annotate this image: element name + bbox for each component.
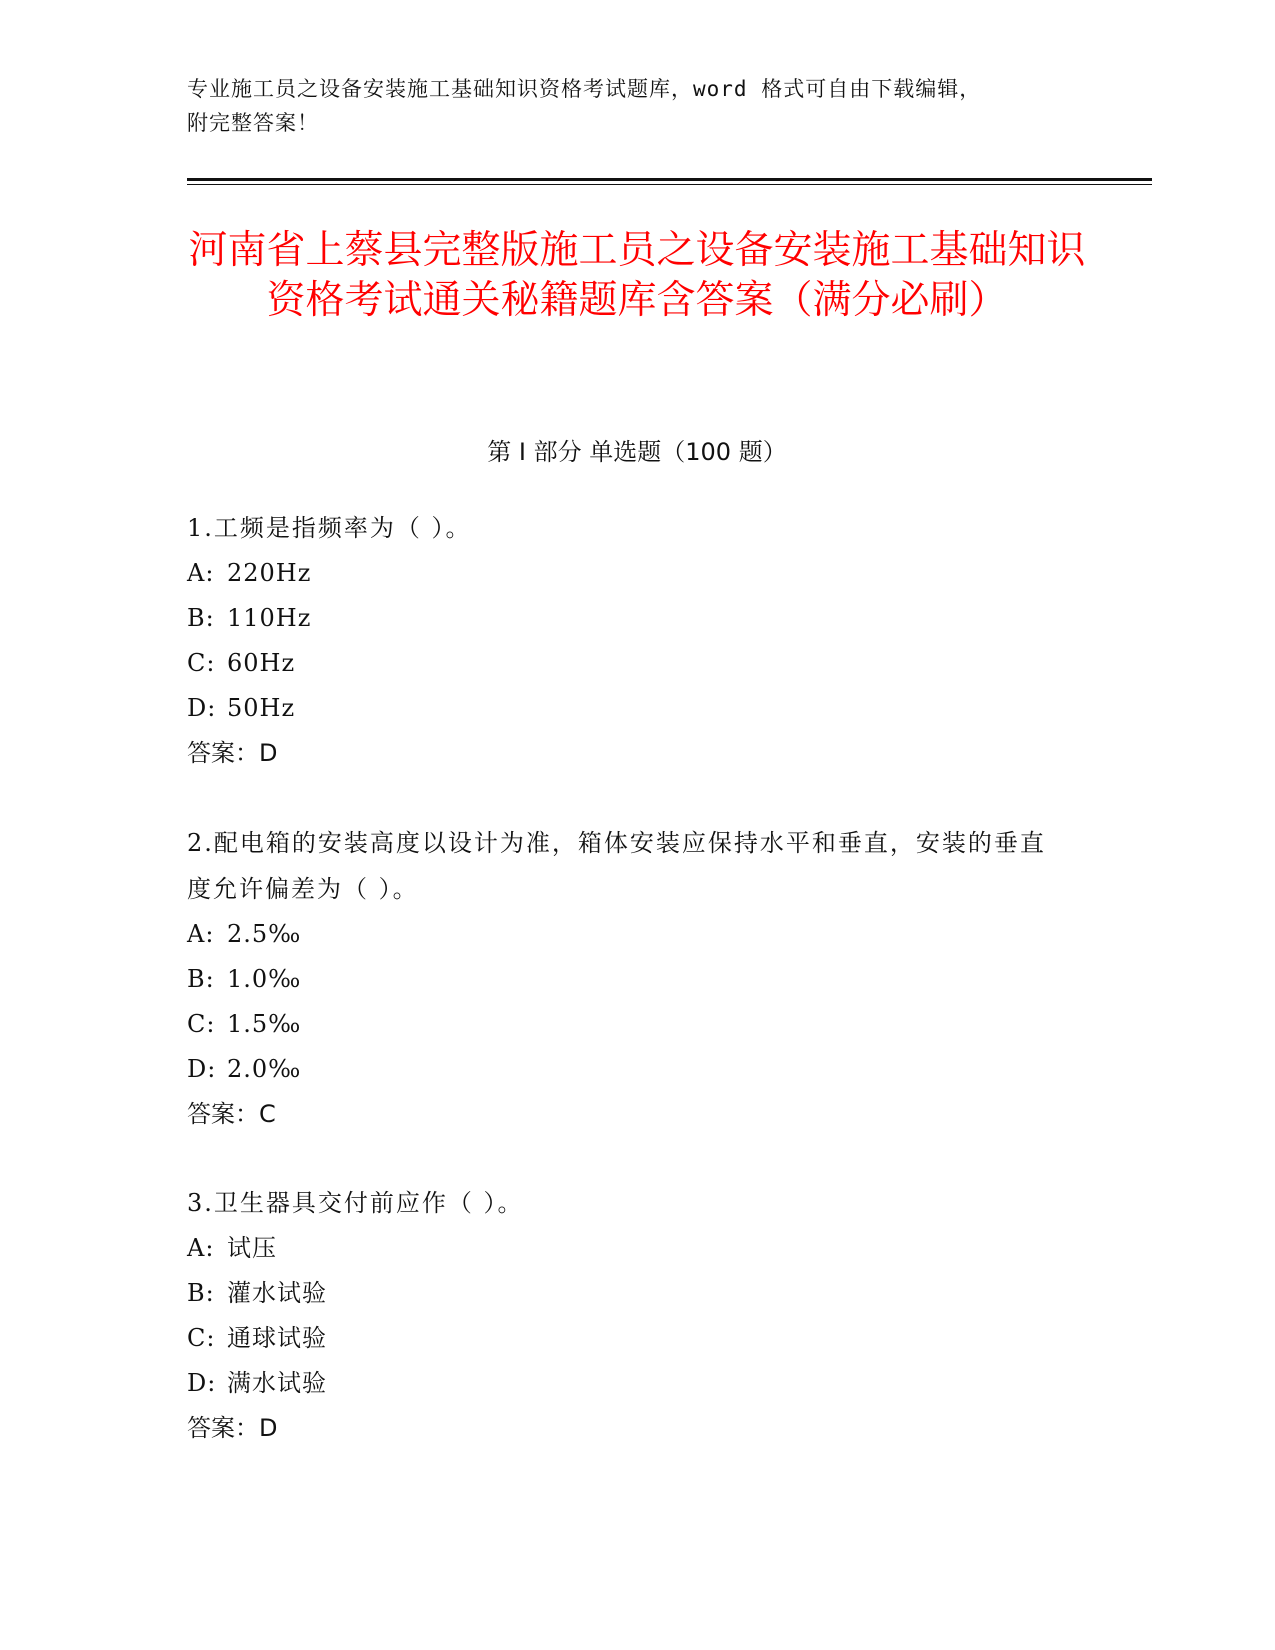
header-divider-thin <box>187 184 1152 185</box>
option-text: 50Hz <box>227 694 296 722</box>
question-stem: 2.配电箱的安装高度以设计为准，箱体安装应保持水平和垂直，安装的垂直度允许偏差为（ ）。 <box>187 829 1046 903</box>
document-title: 河南省上蔡县完整版施工员之设备安装施工基础知识资格考试通关秘籍题库含答案（满分必刷） <box>188 228 1086 323</box>
option-key: A: <box>187 559 215 587</box>
header-note <box>187 72 1087 140</box>
option-text: 220Hz <box>227 559 312 587</box>
option-key: D: <box>187 694 217 722</box>
option-key: B: <box>187 965 215 993</box>
option-key: C: <box>187 1324 216 1352</box>
option-d <box>187 1047 1067 1092</box>
option-key: C: <box>187 1010 216 1038</box>
answer-line: 答案：D <box>187 739 278 767</box>
option-d <box>187 686 1067 731</box>
option-text: 满水试验 <box>227 1369 327 1397</box>
option-key: A: <box>187 1234 215 1262</box>
answer-line: 答案：D <box>187 1414 278 1442</box>
header-divider-thick <box>187 178 1152 181</box>
option-b <box>187 957 1067 1002</box>
question-1 <box>187 505 1067 776</box>
option-text: 灌水试验 <box>227 1279 327 1307</box>
header-note-line-1: 专业施工员之设备安装施工基础知识资格考试题库，word 格式可自由下载编辑， <box>187 77 982 101</box>
option-text: 60Hz <box>227 649 296 677</box>
option-b <box>187 596 1067 641</box>
option-text: 1.0‰ <box>227 965 302 993</box>
option-a <box>187 551 1067 596</box>
option-d <box>187 1361 1067 1406</box>
option-key: C: <box>187 649 216 677</box>
answer-line: 答案：C <box>187 1100 276 1128</box>
question-stem: 3.卫生器具交付前应作（ ）。 <box>187 1189 524 1217</box>
option-c <box>187 1316 1067 1361</box>
option-key: D: <box>187 1055 217 1083</box>
option-text: 试压 <box>227 1234 277 1262</box>
option-text: 2.5‰ <box>227 920 302 948</box>
option-text: 1.5‰ <box>227 1010 302 1038</box>
option-c <box>187 641 1067 686</box>
option-text: 110Hz <box>227 604 312 632</box>
option-text: 2.0‰ <box>227 1055 302 1083</box>
option-key: B: <box>187 1279 215 1307</box>
option-c <box>187 1002 1067 1047</box>
question-2 <box>187 820 1067 1137</box>
section-title: 第 I 部分 单选题（100 题） <box>487 438 787 466</box>
header-note-line-2: 附完整答案！ <box>187 111 319 135</box>
option-text: 通球试验 <box>227 1324 327 1352</box>
option-b <box>187 1271 1067 1316</box>
option-a <box>187 1226 1067 1271</box>
question-3 <box>187 1180 1067 1451</box>
option-a <box>187 912 1067 957</box>
question-stem: 1.工频是指频率为（ ）。 <box>187 514 472 542</box>
option-key: D: <box>187 1369 217 1397</box>
option-key: B: <box>187 604 215 632</box>
option-key: A: <box>187 920 215 948</box>
